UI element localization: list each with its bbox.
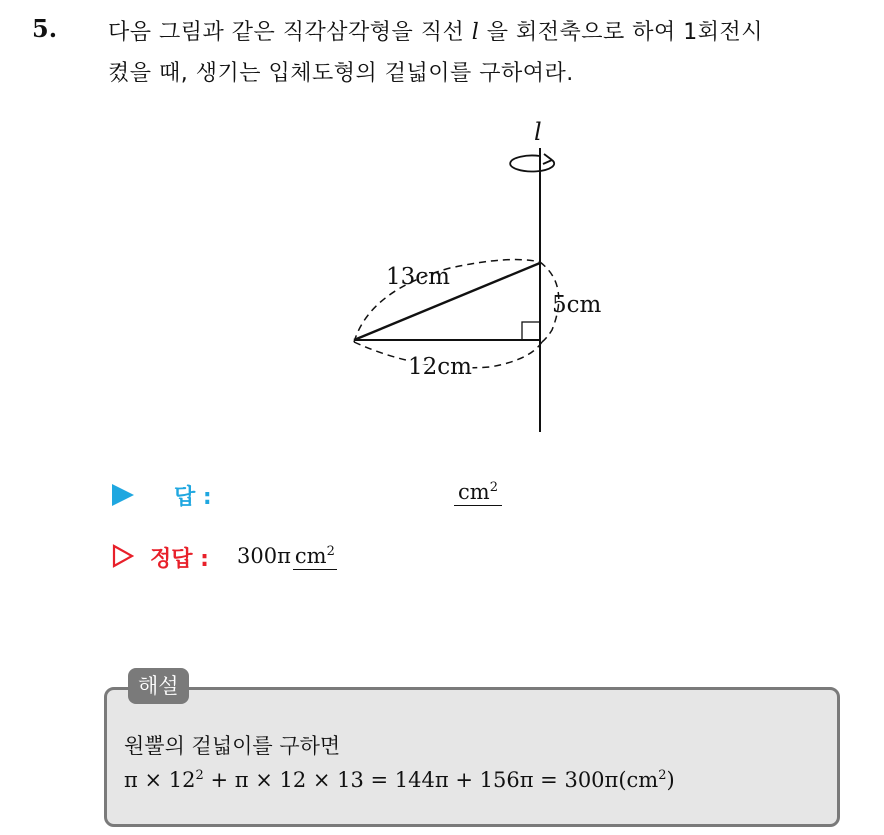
- correct-answer-row: [112, 540, 612, 576]
- right-angle-marker: [522, 322, 540, 340]
- solution-formula-part: + π × 12 × 13 = 144π + 156π = 300π(cm: [203, 768, 659, 792]
- answer-label: 답 :: [174, 485, 212, 510]
- correct-unit-text: cm: [294, 544, 327, 568]
- correct-value: 300π: [237, 544, 291, 568]
- question-text: [108, 12, 868, 94]
- solution-formula-part: π × 12: [124, 768, 196, 792]
- axis-label: l: [534, 118, 542, 146]
- solution-line-2: [124, 768, 675, 792]
- correct-label: 정답 :: [150, 547, 209, 572]
- answer-blank[interactable]: [454, 480, 502, 506]
- correct-value-group: [237, 544, 337, 570]
- solution-tab: 해설: [128, 668, 189, 704]
- question-text-part: 을 회전축으로 하여 1회전시: [479, 20, 764, 45]
- solution-exponent: 2: [658, 768, 667, 783]
- correct-unit: [293, 544, 337, 570]
- base-label: 12cm: [408, 354, 472, 380]
- solution-formula-part: ): [666, 768, 675, 792]
- solution-exponent: 2: [195, 768, 204, 783]
- height-label: 5cm: [552, 292, 602, 318]
- correct-unit-exponent: 2: [326, 544, 335, 559]
- question-text-line2: 켰을 때, 생기는 입체도형의 겉넓이를 구하여라.: [108, 61, 574, 86]
- answer-unit: cm: [458, 480, 490, 504]
- rotation-arrow-icon: [510, 155, 554, 171]
- question-variable: l: [471, 20, 480, 45]
- hypotenuse-label: 13cm: [386, 264, 450, 290]
- arrow-head-icon: [543, 154, 552, 164]
- question-number: 5.: [32, 14, 58, 43]
- play-triangle-icon: [112, 484, 134, 506]
- triangle-rotation-figure: [330, 110, 630, 440]
- solution-line-1: 원뿔의 겉넓이를 구하면: [124, 734, 341, 758]
- question-text-part: 다음 그림과 같은 직각삼각형을 직선: [108, 20, 472, 45]
- answer-unit-exponent: 2: [489, 480, 498, 495]
- outline-triangle-icon: [112, 544, 134, 568]
- answer-row: [112, 478, 612, 514]
